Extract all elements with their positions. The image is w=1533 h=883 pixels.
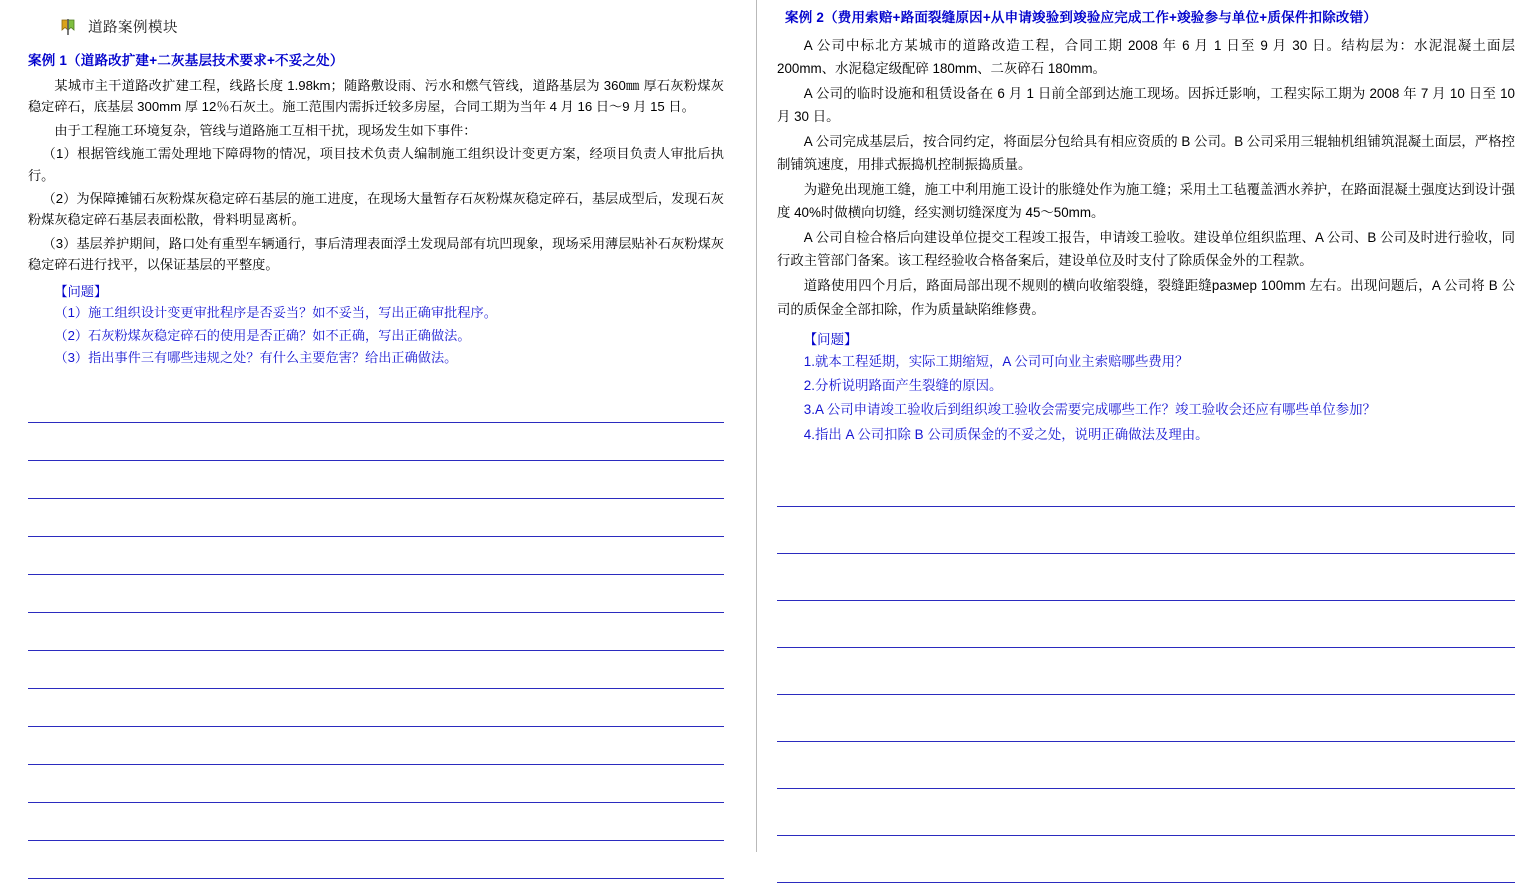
answer-line xyxy=(28,537,724,575)
answer-line xyxy=(28,841,724,879)
right-question-item: 4.指出 A 公司扣除 B 公司质保金的不妥之处，说明正确做法及理由。 xyxy=(803,426,1209,442)
paragraph: （2）为保障摊铺石灰粉煤灰稳定碎石基层的施工进度，在现场大量暂存石灰粉煤灰稳定碎石，基层成型后，发现石灰粉煤灰稳定碎石基层表面松散，骨料明显离析。 xyxy=(28,190,724,228)
right-body xyxy=(777,34,1515,321)
answer-line xyxy=(777,695,1515,742)
answer-line xyxy=(777,742,1515,789)
right-question-item: 2.分析说明路面产生裂缝的原因。 xyxy=(803,377,1003,393)
module-header xyxy=(58,16,724,37)
left-question-item: （1）施工组织设计变更审批程序是否妥当？如不妥当，写出正确审批程序。 xyxy=(54,305,497,321)
answer-line xyxy=(28,765,724,803)
right-question-head: 【问题】 xyxy=(803,331,858,347)
right-answer-lines xyxy=(777,460,1515,883)
paragraph: （3）基层养护期间，路口处有重型车辆通行，事后清理表面浮土发现局部有坑凹现象，现场采用薄层贴补石灰粉煤灰稳定碎石进行找平，以保证基层的平整度。 xyxy=(28,235,724,272)
left-answer-lines xyxy=(28,385,724,879)
module-title: 道路案例模块 xyxy=(88,20,178,36)
paragraph: （1）根据管线施工需处理地下障碍物的情况，项目技术负责人编制施工组织设计变更方案，经项目负责人审批后执行。 xyxy=(28,146,724,183)
paragraph: A 公司中标北方某城市的道路改造工程，合同工期 2008 年 6 月 1 日至 9 月 30 日。结构层为：水泥混凝土面层 200mm、水泥稳定级配碎 180mm、二灰碎石 180mm。 xyxy=(777,38,1515,77)
answer-line xyxy=(28,423,724,461)
answer-line xyxy=(777,648,1515,695)
answer-line xyxy=(777,789,1515,836)
paragraph: A 公司完成基层后，按合同约定，将面层分包给具有相应资质的 B 公司。B 公司采用三辊轴机组铺筑混凝土面层，严格控制铺筑速度，用排式振捣机控制振捣质量。 xyxy=(777,134,1515,173)
answer-line xyxy=(28,689,724,727)
right-column xyxy=(757,0,1533,852)
answer-line xyxy=(777,554,1515,601)
right-case-title: 案例 2（费用索赔+路面裂缝原因+从申请竣验到竣验应完成工作+竣验参与单位+质保件扣除改错） xyxy=(785,10,1377,25)
paragraph: 由于工程施工环境复杂，管线与道路施工互相干扰，现场发生如下事件： xyxy=(54,122,477,138)
right-question-item: 1.就本工程延期，实际工期缩短，A 公司可向业主索赔哪些费用？ xyxy=(803,353,1189,369)
answer-line xyxy=(777,507,1515,554)
answer-line xyxy=(28,613,724,651)
paragraph: 为避免出现施工缝，施工中利用施工设计的胀缝处作为施工缝；采用土工毡覆盖洒水养护，在路面混凝土强度达到设计强度 40%时做横向切缝，经实测切缝深度为 45～50mm。 xyxy=(777,182,1515,221)
left-question-item: （2）石灰粉煤灰稳定碎石的使用是否正确？如不正确，写出正确做法。 xyxy=(54,327,471,343)
answer-line xyxy=(777,601,1515,648)
left-question-item: （3）指出事件三有哪些违规之处？有什么主要危害？给出正确做法。 xyxy=(54,350,458,366)
paragraph: A 公司的临时设施和租赁设备在 6 月 1 日前全部到达施工现场。因拆迁影响，工程实际工期为 2008 年 7 月 10 日至 10 月 30 日。 xyxy=(777,86,1515,125)
paragraph: 道路使用四个月后，路面局部出现不规则的横向收缩裂缝，裂缝距缝размер 100mm 左右。出现问题后，A 公司将 B 公司的质保金全部扣除，作为质量缺陷维修费。 xyxy=(777,278,1515,317)
right-question-item: 3.A 公司申请竣工验收后到组织竣工验收会需要完成哪些工作？竣工验收会还应有哪些单位参加？ xyxy=(803,402,1376,418)
answer-line xyxy=(28,651,724,689)
answer-line xyxy=(777,836,1515,883)
left-body xyxy=(28,75,724,275)
bookmark-icon xyxy=(58,17,78,37)
answer-line xyxy=(28,385,724,423)
answer-line xyxy=(28,461,724,499)
left-column xyxy=(0,0,756,852)
answer-line xyxy=(28,803,724,841)
left-case-title: 案例 1（道路改扩建+二灰基层技术要求+不妥之处） xyxy=(28,53,344,68)
left-question-head: 【问题】 xyxy=(54,284,108,300)
paragraph: A 公司自检合格后向建设单位提交工程竣工报告，申请竣工验收。建设单位组织监理、A 公司、B 公司及时进行验收，同行政主管部门备案。该工程经验收合格备案后，建设单位及时支付了除质保金外的工程款。 xyxy=(777,230,1515,269)
answer-line xyxy=(777,460,1515,507)
answer-line xyxy=(28,575,724,613)
paragraph: 某城市主干道路改扩建工程，线路长度 1.98km；随路敷设雨、污水和燃气管线，道路基层为 360㎜ 厚石灰粉煤灰稳定碎石，底基层 300mm 厚 12％石灰土。施工范围内需拆迁较多房屋，合同工期为当年 4 月 16 日～9 月 15 日。 xyxy=(28,78,724,115)
answer-line xyxy=(28,499,724,537)
answer-line xyxy=(28,727,724,765)
